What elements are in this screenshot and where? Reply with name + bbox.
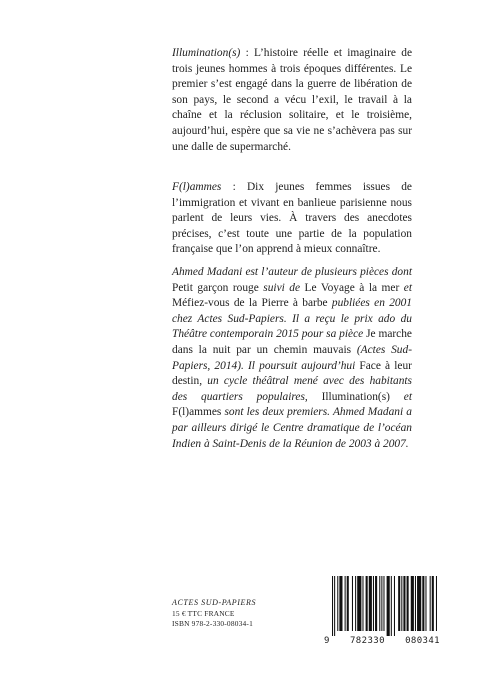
blurb1-title: Illumination(s) [172, 47, 241, 59]
publisher-logo: ACTES SUD-PAPIERS [172, 598, 257, 607]
blurb-illuminations [172, 46, 412, 155]
barcode-bar [362, 576, 363, 631]
barcode-bar [381, 576, 382, 631]
barcode-bar [415, 576, 416, 631]
barcode-bar [398, 576, 400, 631]
barcode-bar [373, 576, 374, 631]
barcode-bar [379, 576, 380, 631]
barcode-digit-group: 080341 [405, 636, 440, 646]
bio-segment: sont les deux premiers. Ahmed Madani a par ailleurs dirigé le Centre dramatique de l’océan Indien à Saint-Denis de la Réunion de 2003 à 2007. [172, 406, 412, 450]
bio-work-title: Je marche dans la nuit par un chemin mauvais [172, 328, 412, 356]
bio-work-title: F(l)ammes [172, 406, 222, 419]
barcode-bar [425, 576, 426, 631]
bio-work-title: Méfiez-vous de la Pierre à barbe [172, 297, 328, 310]
barcode-bar [339, 576, 342, 631]
barcode-bar [332, 576, 333, 636]
barcode-digit-group: 9 [324, 636, 330, 646]
bio-work-title: Face à leur destin [172, 359, 412, 388]
barcode-bar [347, 576, 349, 631]
barcode-bar [334, 576, 335, 636]
barcode-bar [375, 576, 377, 631]
barcode-bar [383, 576, 384, 631]
barcode-bar [432, 576, 434, 631]
barcode-bar [357, 576, 361, 631]
barcode-bar [391, 576, 392, 636]
barcode-digit-group: 782330 [349, 636, 385, 646]
bio-segment: , un cycle théâtral mené avec des habitants des quartiers populaires, [172, 375, 412, 403]
price: 15 € TTC FRANCE [172, 609, 235, 618]
barcode-bar [403, 576, 405, 631]
bio-segment: publiées en 2001 chez Actes Sud-Papiers. Il a reçu le prix ado du Théâtre contemporain 2015 pour sa pièce [172, 297, 412, 341]
bio-segment: et [399, 281, 412, 294]
blurb2-title: F(l)ammes [172, 181, 222, 193]
barcode-bar [417, 576, 421, 631]
bio-segment: suivi de [258, 281, 305, 294]
barcode-bar [411, 576, 414, 631]
barcode-bar [422, 576, 424, 631]
barcode-bar [369, 576, 372, 631]
blurb2-text: : Dix jeunes femmes issues de l’immigration et vivant en banlieue parisienne nous parlent de leurs vies. À travers des anecdotes précises, c’est toute une partie de la population française que l’on apprend à mieux connaître. [172, 181, 412, 256]
barcode-bar [387, 576, 390, 636]
barcode-bar [407, 576, 409, 631]
bio-segment: et [389, 390, 412, 403]
blurb1-text: : L’histoire réelle et imaginaire de trois jeunes hommes à trois époques différentes. Le premier s’est engagé dans la guerre de libération de son pays, le second a vécu l’exil, le travail à la chaîne et la réclusion solitaire, et le troisième, aujourd’hui, espère que sa vie ne s’achèvera pas sur une dalle de supermarché. [172, 47, 412, 153]
author-bio [172, 265, 412, 452]
bio-work-title: Le Voyage à la mer [304, 281, 400, 294]
isbn: ISBN 978-2-330-08034-1 [172, 619, 253, 628]
barcode-bar [394, 576, 395, 636]
barcode-bar [345, 576, 346, 631]
barcode-bar [355, 576, 356, 631]
barcode-bar [337, 576, 338, 631]
barcode-bar [430, 576, 431, 631]
blurb-flammes [172, 180, 412, 258]
bio-segment: Ahmed Madani est l’auteur de plusieurs pièces dont [172, 266, 412, 278]
bio-segment: (Actes Sud-Papiers, 2014). Il poursuit aujourd’hui [172, 343, 412, 372]
barcode-bar [352, 576, 353, 631]
barcode-bar [401, 576, 402, 631]
publisher-info [172, 598, 256, 629]
bio-work-title: Illumination(s) [321, 390, 390, 403]
barcode-bars [324, 576, 440, 636]
barcode-digits [324, 636, 440, 646]
barcode-bar [366, 576, 368, 631]
barcode-bar [436, 576, 437, 631]
bio-work-title: Petit garçon rouge [172, 281, 259, 294]
